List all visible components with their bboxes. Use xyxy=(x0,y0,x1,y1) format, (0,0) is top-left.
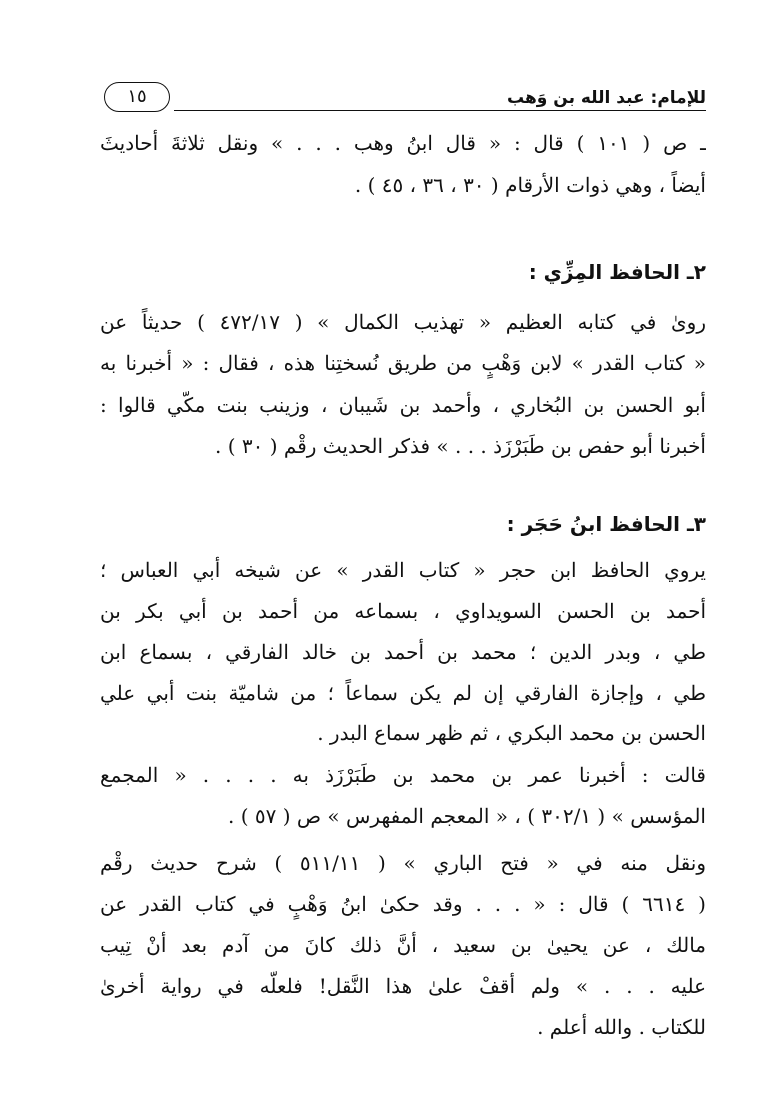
text-line: قالت : أخبرنا عمر بن محمد بن طَبَرْزَذ به . . . . « المجمع xyxy=(100,763,706,787)
text-line: « كتاب القدر » لابن وَهْبٍ من طريق نُسختِنا هذه ، فقال : « أخبرنا به xyxy=(100,351,706,375)
text-line: الحسن بن محمد البكري ، ثم ظهر سماع البدر . xyxy=(317,721,706,745)
header-divider xyxy=(174,110,706,111)
text-line: أخبرنا أبو حفص بن طَبَرْزَذ . . . » فذكر الحديث رقْم ( ٣٠ ) . xyxy=(215,434,706,458)
text-line: طي ، وإجازة الفارقي إن لم يكن سماعاً ؛ من شاميّة بنت أبي علي xyxy=(100,681,706,705)
text-line: أيضاً ، وهي ذوات الأرقام ( ٣٠ ، ٣٦ ، ٤٥ ) . xyxy=(354,173,706,197)
page-header xyxy=(100,78,706,116)
text-line: طي ، وبدر الدين ؛ محمد بن أحمد بن خالد الفارقي ، بسماع ابن xyxy=(100,640,706,664)
text-line: أحمد بن الحسن السويداوي ، بسماعه من أحمد بن أبي بكر بن xyxy=(100,599,706,623)
text-line: ( ٦٦١٤ ) قال : « . . . وقد حكىٰ ابنُ وَهْبٍ في كتاب القدر عن xyxy=(100,892,706,916)
text-line: عليه . . . » ولم أقفْ علىٰ هذا النَّقل! فلعلّه في رواية أخرىٰ xyxy=(100,974,706,998)
text-line: مالك ، عن يحيىٰ بن سعيد ، أنَّ ذلك كانَ من آدم بعد أنْ تِيب xyxy=(100,933,706,957)
text-line: المؤسس » ( ٣٠٢/١ ) ، « المعجم المفهرس » ص ( ٥٧ ) . xyxy=(227,804,706,828)
text-line: ونقل منه في « فتح الباري » ( ٥١١/١١ ) شرح حديث رقْم xyxy=(100,851,706,875)
page-number: ١٥ xyxy=(104,82,170,112)
text-line: يروي الحافظ ابن حجر « كتاب القدر » عن شيخه أبي العباس ؛ xyxy=(100,558,706,582)
running-title: للإمام: عبد الله بن وَهب xyxy=(507,88,706,108)
section-heading-ibn-hajar: ٣ـ الحافظ ابنُ حَجَر : xyxy=(506,512,706,536)
text-line: روىٰ في كتابه العظيم « تهذيب الكمال » ( ٤٧٢/١٧ ) حديثاً عن xyxy=(100,310,706,334)
text-line: للكتاب . والله أعلم . xyxy=(537,1015,706,1039)
text-line: ـ ص ( ١٠١ ) قال : « قال ابنُ وهب . . . » ونقل ثلاثةَ أحاديثَ xyxy=(100,131,706,155)
text-line: أبو الحسن بن البُخاري ، وأحمد بن شَيبان ، وزينب بنت مكّي قالوا : xyxy=(100,393,706,417)
section-heading-mizzi: ٢ـ الحافظ المِزِّي : xyxy=(528,260,706,284)
